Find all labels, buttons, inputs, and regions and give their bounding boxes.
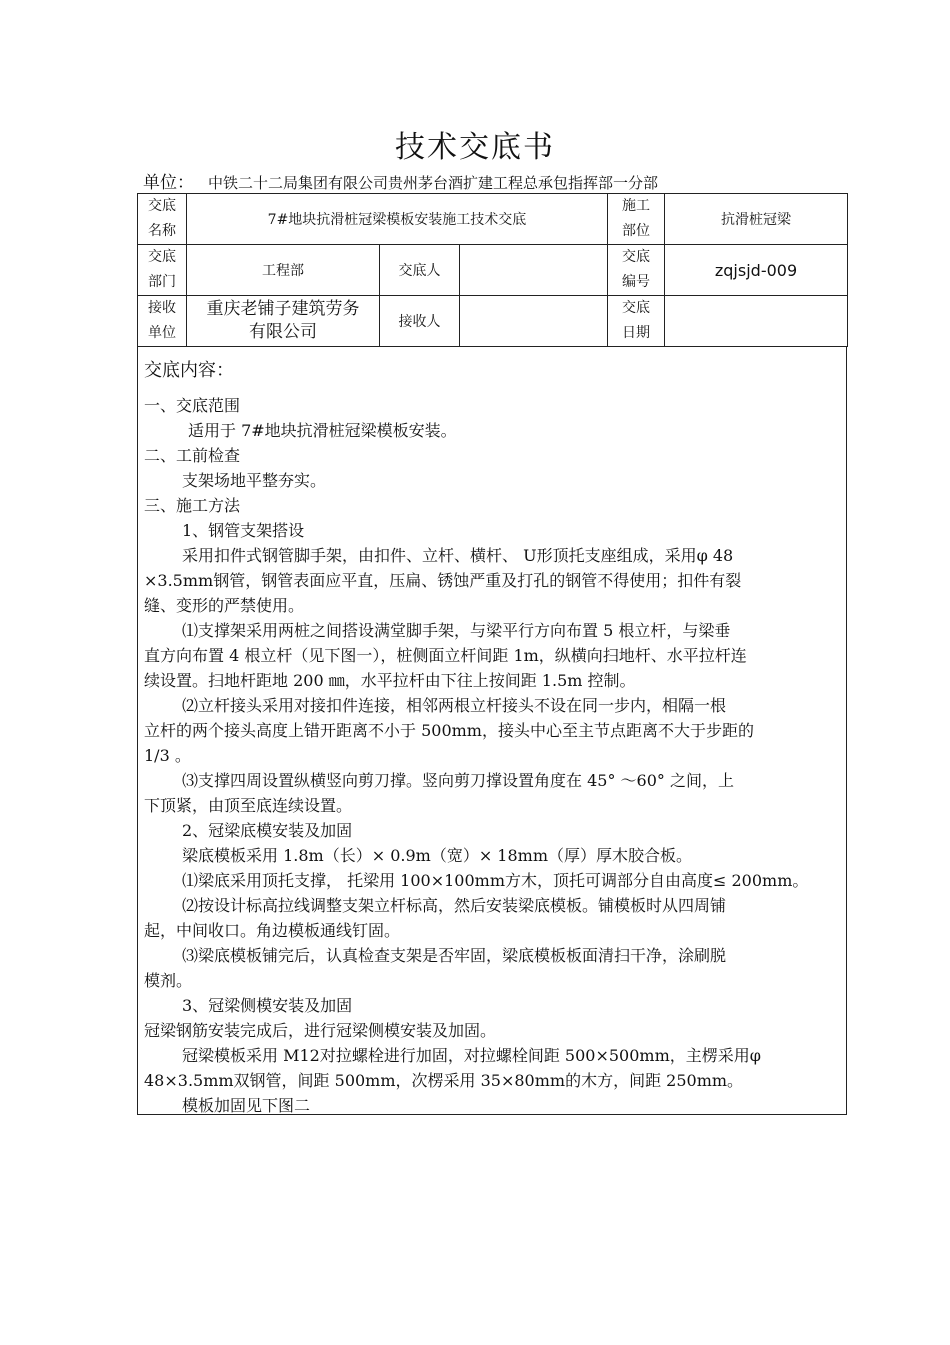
construction-part-value: 抗滑桩冠梁 bbox=[665, 194, 848, 245]
jiaodi-code-value: zqjsjd-009 bbox=[665, 245, 848, 296]
label-jiaodi-mingcheng: 交底 名称 bbox=[138, 194, 187, 245]
content-line: 立杆的两个接头高度上错开距离不小于 500mm，接头中心至主节点距离不大于步距的 bbox=[144, 721, 754, 740]
jiaodi-person-value bbox=[460, 245, 608, 296]
content-line: ×3.5mm钢管，钢管表面应平直，压扁、锈蚀严重及打孔的钢管不得使用；扣件有裂 bbox=[144, 571, 742, 590]
receiving-unit-value: 重庆老铺子建筑劳务 有限公司 bbox=[187, 296, 380, 347]
content-line: 续设置。扫地杆距地 200 ㎜，水平拉杆由下往上按间距 1.5m 控制。 bbox=[144, 671, 636, 690]
subsection-heading: 1、钢管支架搭设 bbox=[182, 521, 305, 540]
section-heading: 一、交底范围 bbox=[144, 396, 241, 415]
content-line: 冠梁模板采用 M12对拉螺栓进行加固，对拉螺栓间距 500×500mm，主楞采用φ bbox=[182, 1046, 761, 1065]
content-line: ⑴支撑架采用两桩之间搭设满堂脚手架，与梁平行方向布置 5 根立杆，与梁垂 bbox=[182, 621, 731, 640]
header-table bbox=[137, 193, 848, 347]
content-line: ⑵立杆接头采用对接扣件连接，相邻两根立杆接头不设在同一步内，相隔一根 bbox=[182, 696, 727, 715]
content-line: 模板加固见下图二 bbox=[182, 1096, 311, 1115]
label-jiaodi-bianhao: 交底 编号 bbox=[608, 245, 665, 296]
content-line: 采用扣件式钢管脚手架，由扣件、立杆、横杆、 U形顶托支座组成，采用φ 48 bbox=[182, 546, 734, 565]
content-line: 模剂。 bbox=[144, 971, 193, 990]
unit-value: 中铁二十二局集团有限公司贵州茅台酒扩建工程总承包指挥部一分部 bbox=[208, 174, 659, 192]
content-body bbox=[144, 358, 834, 1118]
document-title: 技术交底书 bbox=[395, 130, 555, 165]
header-row-name bbox=[138, 194, 848, 245]
receiver-value bbox=[460, 296, 608, 347]
content-line: 梁底模板采用 1.8m（长）× 0.9m（宽）× 18mm（厚）厚木胶合板。 bbox=[182, 846, 693, 865]
content-line: 缝、变形的严禁使用。 bbox=[144, 596, 305, 615]
header-row-dept bbox=[138, 245, 848, 296]
jiaodi-name-value: 7#地块抗滑桩冠梁模板安装施工技术交底 bbox=[187, 194, 608, 245]
label-jiaodi-riqi: 交底 日期 bbox=[608, 296, 665, 347]
section-heading: 三、施工方法 bbox=[144, 496, 241, 515]
subsection-heading: 3、冠梁侧模安装及加固 bbox=[182, 996, 353, 1015]
date-value bbox=[665, 296, 848, 347]
section-heading: 二、工前检查 bbox=[144, 446, 241, 465]
content-line: 冠梁钢筋安装完成后，进行冠梁侧模安装及加固。 bbox=[144, 1021, 497, 1040]
content-line: 48×3.5mm双钢管，间距 500mm，次楞采用 35×80mm的木方，间距 250mm。 bbox=[144, 1071, 744, 1090]
content-line: ⑵按设计标高拉线调整支架立杆标高，然后安装梁底模板。铺模板时从四周铺 bbox=[182, 896, 727, 915]
label-jieshou-ren: 接收人 bbox=[380, 296, 460, 347]
label-jieshou-danwei: 接收 单位 bbox=[138, 296, 187, 347]
content-heading: 交底内容： bbox=[144, 360, 234, 381]
content-line: 起，中间收口。角边模板通线钉固。 bbox=[144, 921, 401, 940]
content-line: 支架场地平整夯实。 bbox=[182, 471, 327, 490]
label-jiaodi-bumen: 交底 部门 bbox=[138, 245, 187, 296]
department-value: 工程部 bbox=[187, 245, 380, 296]
label-jiaodi-ren: 交底人 bbox=[380, 245, 460, 296]
content-line: 1/3 。 bbox=[144, 746, 191, 765]
content-line: 适用于 7#地块抗滑桩冠梁模板安装。 bbox=[188, 421, 457, 440]
unit-line bbox=[143, 168, 658, 193]
content-line: 下顶紧，由顶至底连续设置。 bbox=[144, 796, 353, 815]
content-line: ⑶支撑四周设置纵横竖向剪刀撑。竖向剪刀撑设置角度在 45° ～60° 之间，上 bbox=[182, 771, 734, 790]
unit-label: 单位： bbox=[143, 173, 194, 193]
subsection-heading: 2、冠梁底模安装及加固 bbox=[182, 821, 353, 840]
content-line: ⑶梁底模板铺完后，认真检查支架是否牢固，梁底模板板面清扫干净，涂刷脱 bbox=[182, 946, 727, 965]
header-row-receiver bbox=[138, 296, 848, 347]
content-line: 直方向布置 4 根立杆（见下图一），桩侧面立杆间距 1m，纵横向扫地杆、水平拉杆连 bbox=[144, 646, 747, 665]
label-shigong-buwei: 施工 部位 bbox=[608, 194, 665, 245]
content-line: ⑴梁底采用顶托支撑， 托梁用 100×100mm方木，顶托可调部分自由高度≤ 200mm。 bbox=[182, 871, 809, 890]
